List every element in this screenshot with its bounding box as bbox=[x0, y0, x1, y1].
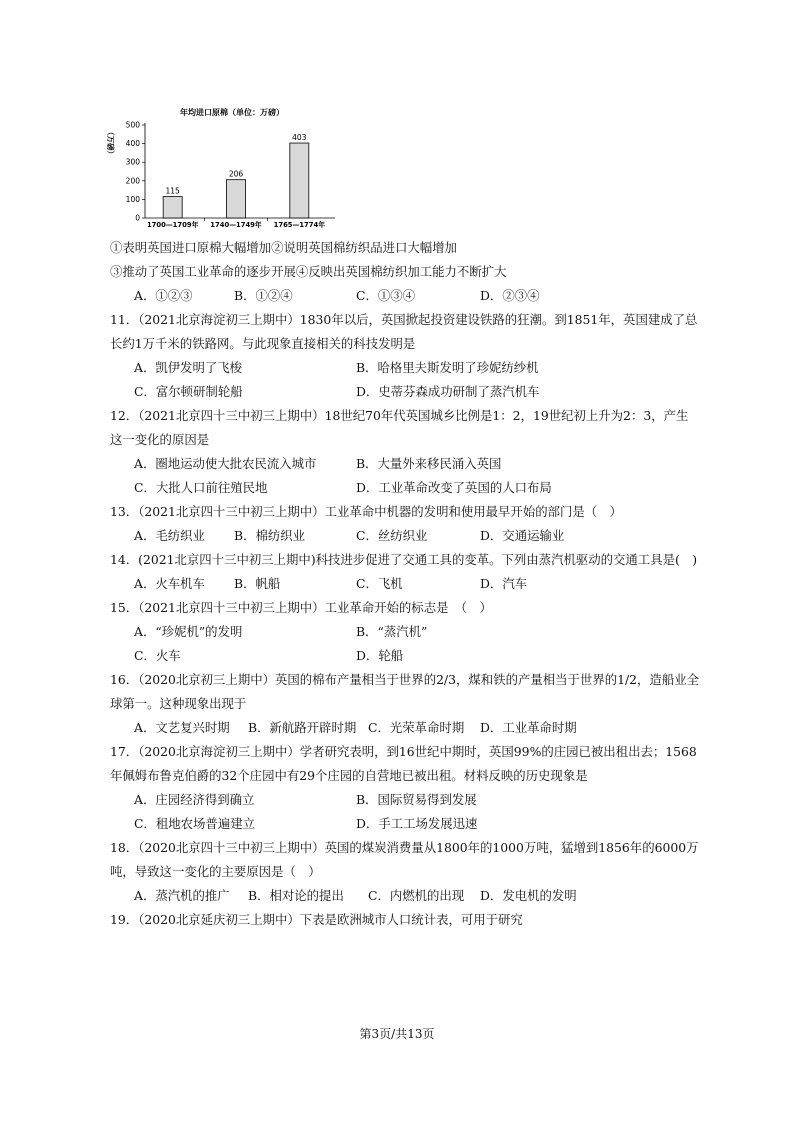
y-tick-label: 200 bbox=[125, 176, 140, 186]
option[interactable]: B．“蒸汽机” bbox=[356, 624, 428, 639]
q16-options bbox=[110, 716, 700, 740]
option[interactable]: C．火车 bbox=[134, 648, 181, 663]
option[interactable]: D．②③④ bbox=[480, 288, 540, 303]
option[interactable]: B．相对论的提出 bbox=[248, 888, 344, 903]
statement-line: ①表明英国进口原棉大幅增加②说明英国棉纺织品进口大幅增加 bbox=[110, 240, 457, 255]
q12-options-row1 bbox=[110, 452, 700, 476]
option[interactable]: C．①③④ bbox=[356, 288, 416, 303]
x-tick-label: 1700—1709年 bbox=[146, 221, 199, 229]
question-stem: 这一变化的原因是 bbox=[110, 432, 210, 447]
bar bbox=[227, 180, 246, 218]
option[interactable]: A．蒸汽机的推广 bbox=[134, 888, 230, 903]
question-stem: 17．（2020北京海淀初三上期中）学者研究表明，到16世纪中期时，英国99%的庄园已被出租出去；1568 bbox=[110, 744, 697, 759]
option[interactable]: A．文艺复兴时期 bbox=[134, 720, 230, 735]
option[interactable]: B．大量外来移民涌入英国 bbox=[356, 456, 502, 471]
q15-options-row1 bbox=[110, 620, 700, 644]
option[interactable]: A．毛纺织业 bbox=[134, 528, 205, 543]
q17-options-row1 bbox=[110, 788, 700, 812]
question-stem: 19．（2020北京延庆初三上期中）下表是欧洲城市人口统计表，可用于研究 bbox=[110, 912, 523, 927]
question-stem: 15．（2021北京四十三中初三上期中）工业革命开始的标志是 （ ） bbox=[110, 600, 492, 615]
q12-options-row2 bbox=[110, 476, 700, 500]
statement-line: ③推动了英国工业革命的逐步开展④反映出英国棉纺织加工能力不断扩大 bbox=[110, 264, 507, 279]
question-stem: 14．(2021北京四十三中初三上期中)科技进步促进了交通工具的变革。下列由蒸汽机驱动的交通工具是( ) bbox=[110, 552, 698, 567]
question-stem: 18．（2020北京四十三中初三上期中）英国的煤炭消费量从1800年的1000万吨，猛增到1856年的6000万 bbox=[110, 840, 699, 855]
q18-options bbox=[110, 884, 700, 908]
chart-title: 年均进口原棉（单位：万磅） bbox=[180, 108, 284, 117]
option[interactable]: D．轮船 bbox=[356, 648, 404, 663]
question-stem: 13．（2021北京四十三中初三上期中）工业革命中机器的发明和使用最早开始的部门是（ ） bbox=[110, 504, 622, 519]
y-tick-label: 500 bbox=[125, 120, 140, 130]
data-label: 206 bbox=[228, 169, 244, 179]
q10-options bbox=[110, 284, 700, 308]
y-axis-label: （万磅） bbox=[106, 128, 115, 158]
q15-options-row2 bbox=[110, 644, 700, 668]
option[interactable]: B．国际贸易得到发展 bbox=[356, 792, 477, 807]
question-content bbox=[110, 236, 700, 932]
option[interactable]: A．火车机车 bbox=[134, 576, 205, 591]
question-stem: 年佩姆布鲁克伯爵的32个庄园中有29个庄园的自营地已被出租。材料反映的历史现象是 bbox=[110, 768, 588, 783]
x-tick-label: 1740—1749年 bbox=[210, 221, 262, 229]
q17-options-row2 bbox=[110, 812, 700, 836]
option[interactable]: A．“珍妮机”的发明 bbox=[134, 624, 243, 639]
cotton-import-chart bbox=[100, 100, 340, 230]
option[interactable]: C．富尔顿研制轮船 bbox=[134, 384, 243, 399]
bar bbox=[163, 197, 182, 218]
data-label: 403 bbox=[292, 133, 307, 143]
y-tick-label: 0 bbox=[135, 213, 140, 223]
question-stem: 11．（2021北京海淀初三上期中）1830年以后，英国掀起投资建设铁路的狂潮。到1851年，英国建成了总 bbox=[110, 312, 698, 327]
question-stem: 吨，导致这一变化的主要原因是（ ） bbox=[110, 864, 321, 879]
y-tick-label: 400 bbox=[125, 139, 140, 149]
question-stem: 长约1万千米的铁路网。与此现象直接相关的科技发明是 bbox=[110, 336, 416, 351]
option[interactable]: B．新航路开辟时期 bbox=[248, 720, 357, 735]
y-tick-label: 100 bbox=[125, 194, 140, 204]
option[interactable]: D．工业革命时期 bbox=[480, 720, 577, 735]
question-stem: 球第一。这种现象出现于 bbox=[110, 696, 247, 711]
q11-options-row2 bbox=[110, 380, 700, 404]
q11-options-row1 bbox=[110, 356, 700, 380]
data-label: 115 bbox=[165, 186, 180, 196]
option[interactable]: B．帆船 bbox=[234, 576, 281, 591]
option[interactable]: D．汽车 bbox=[480, 576, 528, 591]
q13-options bbox=[110, 524, 700, 548]
bar-chart-svg bbox=[100, 100, 340, 230]
q14-options bbox=[110, 572, 700, 596]
option[interactable]: C．内燃机的出现 bbox=[368, 888, 465, 903]
option[interactable]: B．棉纺织业 bbox=[234, 528, 306, 543]
option[interactable]: C．租地农场普遍建立 bbox=[134, 816, 255, 831]
option[interactable]: D．手工工场发展迅速 bbox=[356, 816, 478, 831]
option[interactable]: C．大批人口前往殖民地 bbox=[134, 480, 268, 495]
y-tick-label: 300 bbox=[125, 157, 140, 167]
page-footer: 第3页/共13页 bbox=[359, 1027, 435, 1041]
bar bbox=[290, 143, 309, 218]
option[interactable]: C．光荣革命时期 bbox=[368, 720, 465, 735]
option[interactable]: B．①②④ bbox=[234, 288, 293, 303]
option[interactable]: A．庄园经济得到确立 bbox=[134, 792, 255, 807]
question-stem: 12．（2021北京四十三中初三上期中）18世纪70年代英国城乡比例是1：2，19世纪初上升为2：3，产生 bbox=[110, 408, 689, 423]
option[interactable]: B．哈格里夫斯发明了珍妮纺纱机 bbox=[356, 360, 539, 375]
option[interactable]: C．飞机 bbox=[356, 576, 403, 591]
option[interactable]: D．交通运输业 bbox=[480, 528, 565, 543]
option[interactable]: D．工业革命改变了英国的人口布局 bbox=[356, 480, 552, 495]
option[interactable]: C．丝纺织业 bbox=[356, 528, 428, 543]
option[interactable]: D．史蒂芬森成功研制了蒸汽机车 bbox=[356, 384, 540, 399]
option[interactable]: D．发电机的发明 bbox=[480, 888, 577, 903]
option[interactable]: A．凯伊发明了飞梭 bbox=[134, 360, 243, 375]
x-tick-label: 1765—1774年 bbox=[273, 221, 326, 229]
option[interactable]: A．①②③ bbox=[134, 288, 193, 303]
question-stem: 16．（2020北京初三上期中）英国的棉布产量相当于世界的2/3，煤和铁的产量相当于世界的1/2，造船业全 bbox=[110, 672, 699, 687]
option[interactable]: A．圈地运动使大批农民流入城市 bbox=[134, 456, 317, 471]
